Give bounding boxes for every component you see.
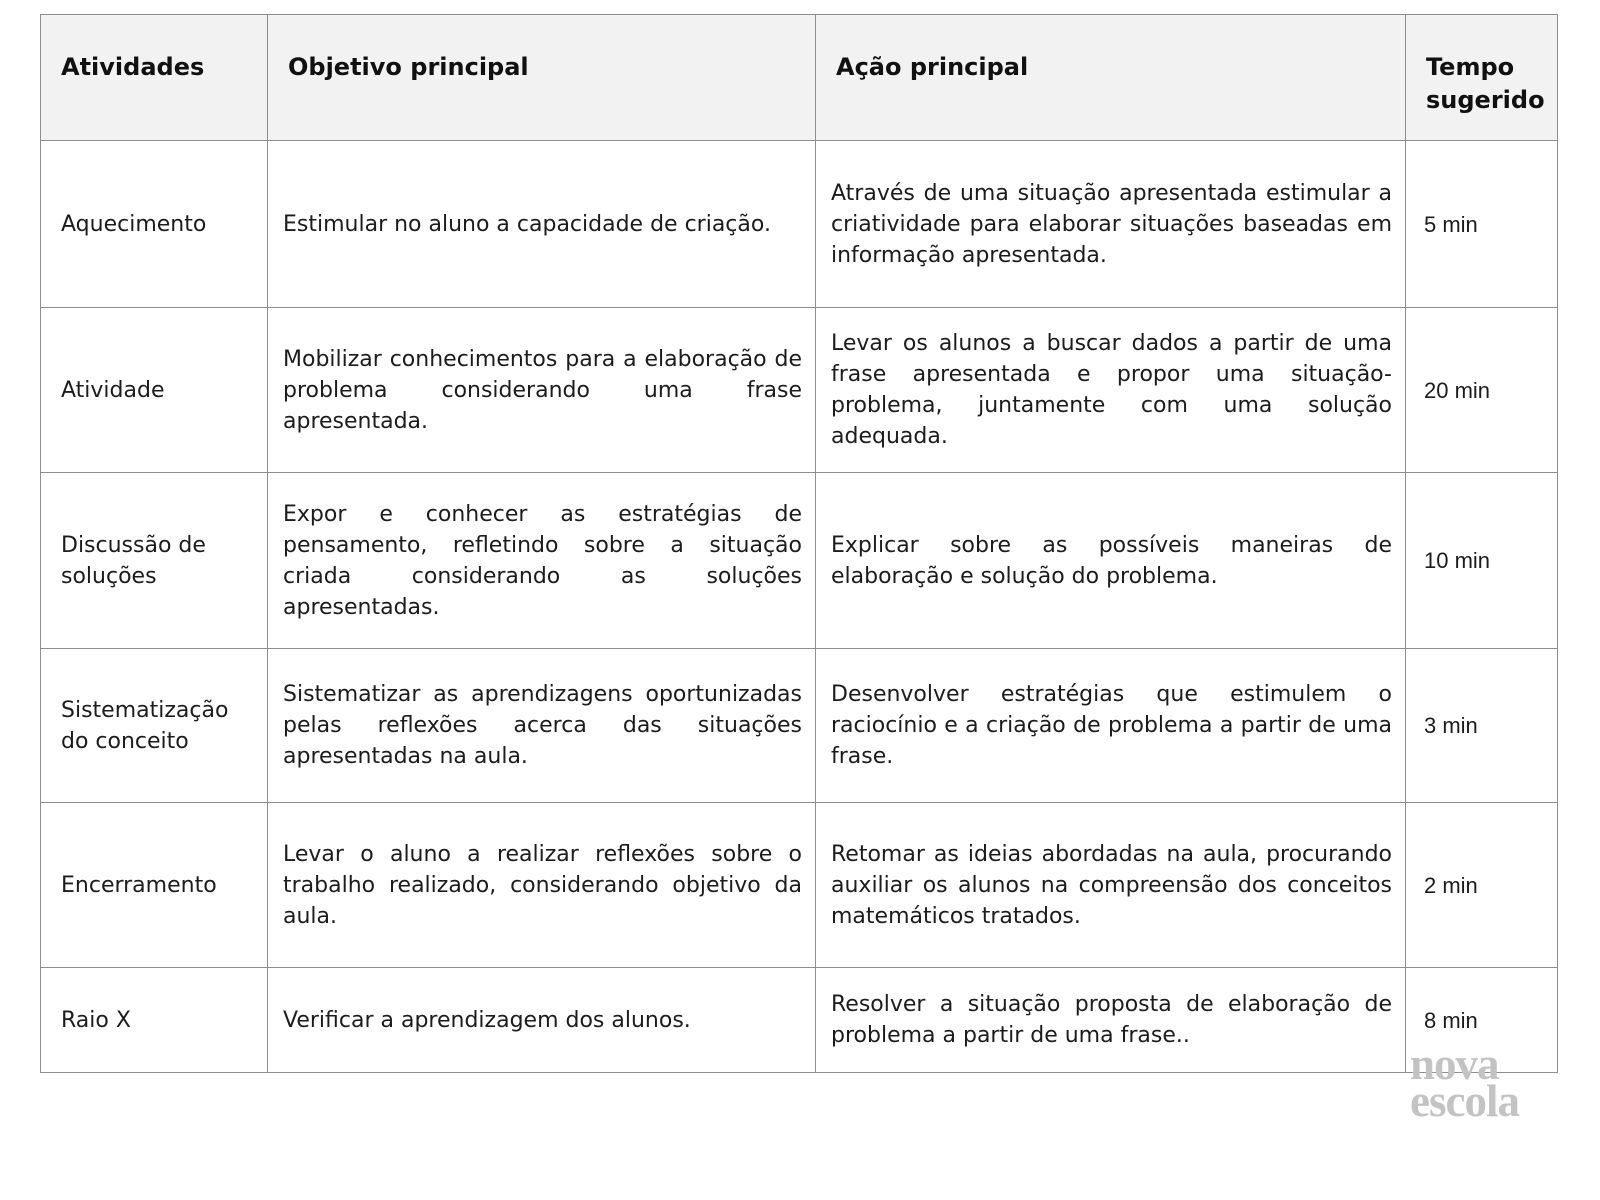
cell-atividade: Sistematização do conceito [41,649,268,803]
cell-atividade: Raio X [41,968,268,1073]
cell-tempo: 8 min [1406,968,1558,1073]
cell-objetivo: Sistematizar as aprendizagens oportunizadas pelas reflexões acerca das situações apresentadas na aula. [268,649,816,803]
cell-acao: Através de uma situação apresentada estimular a criatividade para elaborar situações baseadas em informação apresentada. [816,141,1406,308]
cell-objetivo: Verificar a aprendizagem dos alunos. [268,968,816,1073]
cell-tempo: 20 min [1406,308,1558,473]
table-row-atividade [41,308,1558,473]
cell-objetivo: Expor e conhecer as estratégias de pensamento, refletindo sobre a situação criada considerando as soluções apresentadas. [268,473,816,649]
cell-tempo: 10 min [1406,473,1558,649]
cell-atividade: Encerramento [41,803,268,968]
cell-tempo: 2 min [1406,803,1558,968]
header-objetivo-principal: Objetivo principal [268,15,816,141]
cell-acao: Explicar sobre as possíveis maneiras de elaboração e solução do problema. [816,473,1406,649]
lesson-plan-table [40,14,1558,1073]
cell-acao: Desenvolver estratégias que estimulem o raciocínio e a criação de problema a partir de uma frase. [816,649,1406,803]
table-row-sistematizacao-do-conceito [41,649,1558,803]
table-row-raio-x [41,968,1558,1073]
header-atividades: Atividades [41,15,268,141]
cell-tempo: 3 min [1406,649,1558,803]
cell-objetivo: Mobilizar conhecimentos para a elaboração de problema considerando uma frase apresentada. [268,308,816,473]
table-row-encerramento [41,803,1558,968]
nova-escola-logo [1410,1039,1519,1126]
cell-acao: Resolver a situação proposta de elaboração de problema a partir de uma frase.. [816,968,1406,1073]
cell-atividade: Aquecimento [41,141,268,308]
header-row [41,15,1558,141]
header-acao-principal: Ação principal [816,15,1406,141]
cell-acao: Levar os alunos a buscar dados a partir de uma frase apresentada e propor uma situação-problema, juntamente com uma solução adequada. [816,308,1406,473]
cell-atividade: Discussão de soluções [41,473,268,649]
cell-objetivo: Levar o aluno a realizar reflexões sobre o trabalho realizado, considerando objetivo da aula. [268,803,816,968]
table-row-discussao-de-solucoes [41,473,1558,649]
cell-objetivo: Estimular no aluno a capacidade de criação. [268,141,816,308]
cell-acao: Retomar as ideias abordadas na aula, procurando auxiliar os alunos na compreensão dos conceitos matemáticos tratados. [816,803,1406,968]
cell-atividade: Atividade [41,308,268,473]
logo-line-escola: escola [1410,1076,1519,1126]
logo-line-nova: nova [1410,1039,1499,1089]
header-tempo-sugerido: Tempo sugerido [1406,15,1558,141]
table-row-aquecimento [41,141,1558,308]
cell-tempo: 5 min [1406,141,1558,308]
